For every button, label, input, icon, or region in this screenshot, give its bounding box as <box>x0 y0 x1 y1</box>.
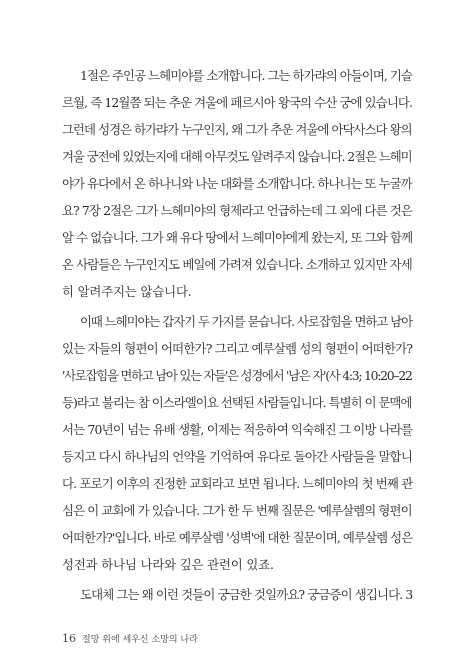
text-line: 야가 유다에서 온 하나니와 나눈 대화를 소개합니다. 하나니는 또 누굴까 <box>62 176 412 191</box>
text-line: 등지고 다시 하나님의 언약을 기억하여 유다로 돌아간 사람들을 말합니 <box>62 449 413 464</box>
text-line: 성전과 하나님 나라와 깊은 관련이 있죠. <box>62 557 274 572</box>
text-line: 르월, 즉 12월쯤 되는 추운 겨울에 페르시아 왕국의 수산 궁에 있습니다. <box>62 95 413 110</box>
text-line: 온 사람들은 누구인지도 베일에 가려져 있습니다. 소개하고 있지만 자세 <box>62 257 412 272</box>
text-line: 도대체 그는 왜 이런 것들이 궁금한 것일까요? 궁금증이 생깁니다. 3 <box>80 587 413 602</box>
text-line: 어떠한가?'입니다. 바로 예루살렘 '성벽'에 대한 질문이며, 예루살렘 성은 <box>62 530 413 545</box>
page-footer <box>62 632 198 645</box>
text-line: 그런데 성경은 하가랴가 누구인지, 왜 그가 추운 겨울에 아닥사스다 왕의 <box>62 122 412 137</box>
page-number: 16 <box>62 632 76 645</box>
text-line: '사로잡힘을 면하고 남아 있는 자들'은 성경에서 '남은 자'(사 4:3; 10:20–22 <box>62 368 412 383</box>
text-line: 겨울 궁전에 있었는지에 대해 아무것도 알려주지 않습니다. 2절은 느헤미 <box>62 149 412 164</box>
text-line: 서는 70년이 넘는 유배 생활, 이제는 적응하여 익숙해진 그 이방 나라를 <box>62 422 413 437</box>
text-line: 이때 느헤미야는 갑자기 두 가지를 묻습니다. 사로잡힘을 면하고 남아 <box>80 314 413 329</box>
text-line: 히 알려주지는 않습니다. <box>62 284 192 299</box>
text-line: 요? 7장 2절은 그가 느헤미야의 형제라고 언급하는데 그 외에 다른 것은 <box>62 203 412 218</box>
text-line: 심은 이 교회에 가 있습니다. 그가 한 두 번째 질문은 '예루살렘의 형편이 <box>62 503 412 518</box>
text-line: 다. 포로기 이후의 진정한 교회라고 보면 됩니다. 느헤미야의 첫 번째 관 <box>62 476 413 491</box>
text-line: 있는 자들의 형편이 어떠한가? 그리고 예루살렘 성의 형편이 어떠한가? <box>62 341 413 356</box>
text-line: 등)라고 불리는 참 이스라엘이요 선택된 사람들입니다. 특별히 이 문맥에 <box>62 395 412 410</box>
text-line: 알 수 없습니다. 그가 왜 유다 땅에서 느헤미야에게 왔는지, 또 그와 함께 <box>62 230 413 245</box>
text-line: 1절은 주인공 느헤미야를 소개합니다. 그는 하가랴의 아들이며, 기슬 <box>80 68 412 83</box>
book-title: 절망 위에 세우신 소망의 나라 <box>82 635 198 645</box>
